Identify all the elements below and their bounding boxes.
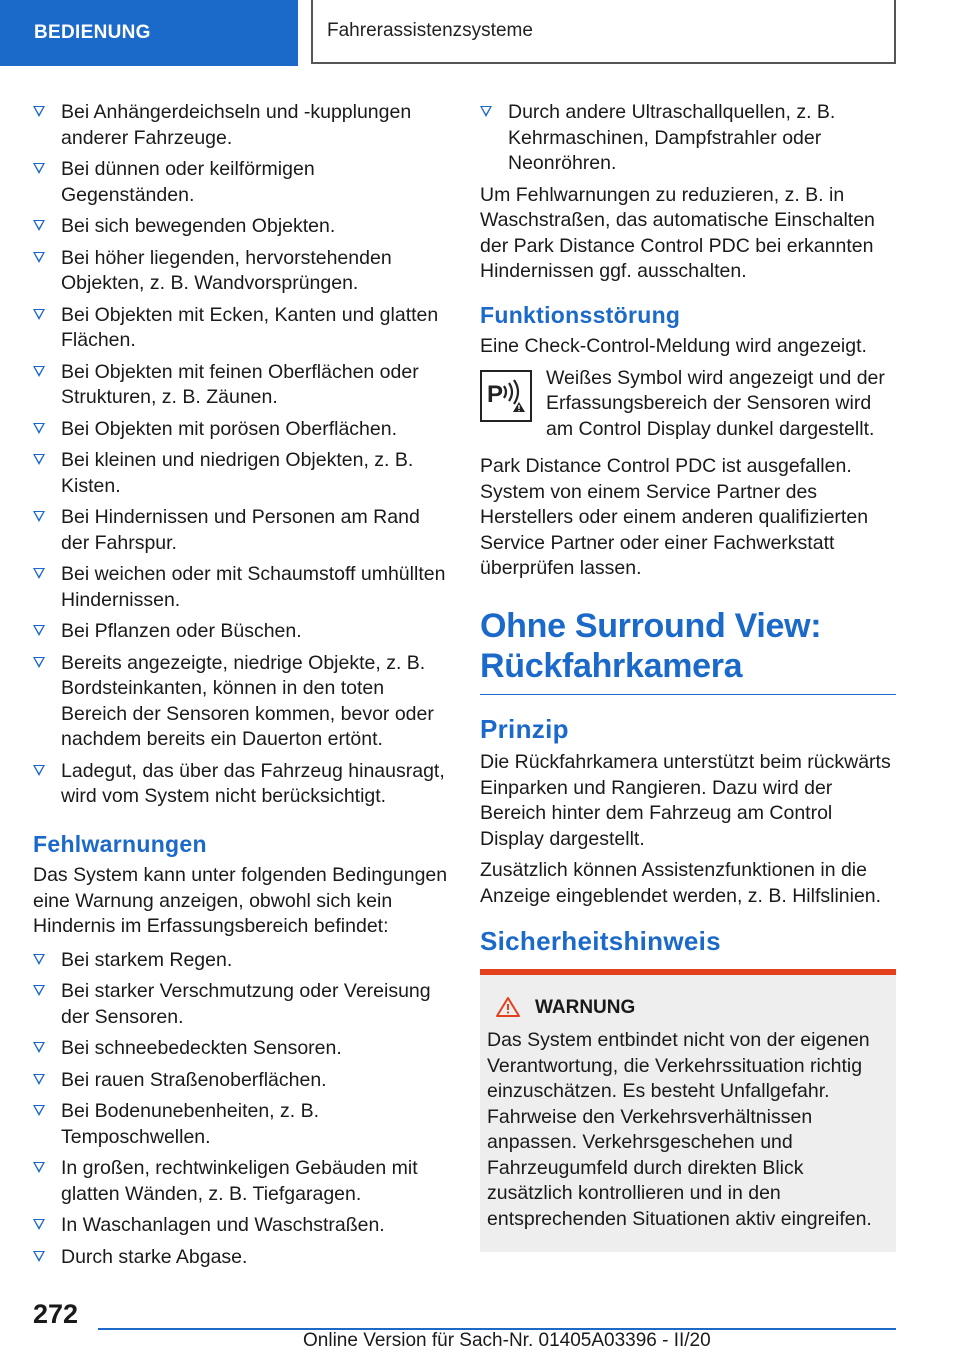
header-title-box bbox=[311, 0, 896, 64]
triangle-bullet-icon bbox=[33, 568, 45, 579]
header-title: Fahrerassistenzsysteme bbox=[327, 20, 533, 41]
list-item: Bei schneebedeckten Sensoren. bbox=[33, 1036, 449, 1062]
triangle-bullet-icon bbox=[33, 1105, 45, 1116]
list-item: Bei sich bewegenden Objekten. bbox=[33, 214, 449, 240]
list-item: Bei Hindernissen und Personen am Rand der Fahrspur. bbox=[33, 505, 449, 556]
warning-inner bbox=[480, 975, 896, 1253]
list-item: In großen, rechtwinkeligen Gebäuden mit glatten Wänden, z. B. Tiefgaragen. bbox=[33, 1156, 449, 1207]
list-item: In Waschanlagen und Waschstraßen. bbox=[33, 1213, 449, 1239]
list-item: Bereits angezeigte, niedrige Objekte, z. B. Bordsteinkanten, können in den toten Bereich der Sensoren kommen, bevor oder nachdem bereits ein Dauerton ertönt. bbox=[33, 651, 449, 753]
heading-fehlwarnungen: Fehlwarnungen bbox=[33, 830, 207, 857]
paragraph-check-control: Eine Check-Control-Meldung wird angezeigt. bbox=[480, 335, 867, 357]
list-item: Bei kleinen und niedrigen Objekten, z. B. Kisten. bbox=[33, 448, 449, 499]
list-item: Bei Bodenunebenheiten, z. B. Temposchwellen. bbox=[33, 1099, 449, 1150]
heading-prinzip: Prinzip bbox=[480, 713, 569, 744]
triangle-bullet-icon bbox=[33, 220, 45, 231]
warning-header bbox=[487, 995, 888, 1021]
list-item: Bei Objekten mit feinen Oberflächen oder Strukturen, z. B. Zäunen. bbox=[33, 360, 449, 411]
list-item: Ladegut, das über das Fahrzeug hinausragt, wird vom System nicht berücksichtigt. bbox=[33, 759, 449, 810]
bullet-list-continued bbox=[480, 100, 896, 177]
list-item: Bei rauen Straßenoberflächen. bbox=[33, 1068, 449, 1094]
triangle-bullet-icon bbox=[33, 423, 45, 434]
right-column bbox=[480, 100, 896, 1252]
triangle-bullet-icon bbox=[33, 1251, 45, 1262]
list-item: Bei Pflanzen oder Büschen. bbox=[33, 619, 449, 645]
list-item: Bei Objekten mit porösen Oberflächen. bbox=[33, 417, 449, 443]
pdc-parking-sensor-icon bbox=[480, 370, 532, 422]
warning-label: WARNUNG bbox=[535, 996, 636, 1018]
warning-box bbox=[480, 969, 896, 1253]
triangle-bullet-icon bbox=[33, 309, 45, 320]
paragraph-reduce-warnings: Um Fehlwarnungen zu reduzieren, z. B. in Waschstraßen, das automatische Einschalten der Park Distance Control PDC bei erkannten Hindernissen ggf. ausschalten. bbox=[480, 183, 875, 282]
warning-triangle-icon bbox=[495, 996, 521, 1018]
heading-sicherheitshinweis: Sicherheitshinweis bbox=[480, 926, 721, 956]
header-section-tab bbox=[0, 0, 298, 66]
paragraph-prinzip-1: Die Rückfahrkamera unterstützt beim rückwärts Einparken und Rangieren. Dazu wird der Bereich hinter dem Fahrzeug am Control Display dargestellt. bbox=[480, 751, 891, 850]
triangle-bullet-icon bbox=[33, 985, 45, 996]
paragraph-pdc-failure: Park Distance Control PDC ist ausgefallen. System von einem Service Partner des Herstellers oder einem anderen qualifizierten Service Partner oder einer Fachwerkstatt überprüfen lassen. bbox=[480, 455, 869, 579]
left-column bbox=[33, 100, 449, 1276]
list-item: Bei starkem Regen. bbox=[33, 948, 449, 974]
symbol-row bbox=[480, 366, 896, 443]
symbol-description: Weißes Symbol wird angezeigt und der Erfassungsbereich der Sensoren wird am Control Display dunkel dargestellt. bbox=[546, 366, 885, 440]
triangle-bullet-icon bbox=[33, 625, 45, 636]
chapter-title: Ohne Surround View: Rückfahrkamera bbox=[480, 606, 896, 695]
list-item: Durch starke Abgase. bbox=[33, 1245, 449, 1271]
triangle-bullet-icon bbox=[33, 163, 45, 174]
svg-text:P: P bbox=[487, 380, 504, 408]
bullet-list-false-warnings bbox=[33, 948, 449, 1271]
warning-text: Das System entbindet nicht von der eigenen Verantwortung, die Verkehrssituation richtig einzuschätzen. Es besteht Unfallgefahr. Fahrweise den Verkehrsverhältnissen anpassen. Verkehrsgeschehen und Fahrzeugumfeld durch direkten Blick zusätzlich kontrollieren und in den entsprechenden Situationen aktiv eingreifen. bbox=[487, 1029, 872, 1230]
list-item: Bei starker Verschmutzung oder Vereisung der Sensoren. bbox=[33, 979, 449, 1030]
paragraph-fehlwarnungen: Das System kann unter folgenden Bedingungen eine Warnung anzeigen, obwohl sich kein Hindernis im Erfassungsbereich befindet: bbox=[33, 864, 448, 937]
triangle-bullet-icon bbox=[33, 765, 45, 776]
triangle-bullet-icon bbox=[33, 1042, 45, 1053]
list-item: Bei Objekten mit Ecken, Kanten und glatten Flächen. bbox=[33, 303, 449, 354]
triangle-bullet-icon bbox=[33, 511, 45, 522]
header-section-label: BEDIENUNG bbox=[34, 22, 151, 43]
footer-text: Online Version für Sach-Nr. 01405A03396 - II/20 bbox=[303, 1330, 711, 1351]
triangle-bullet-icon bbox=[33, 1074, 45, 1085]
list-item: Bei Anhängerdeichseln und -kupplungen anderer Fahrzeuge. bbox=[33, 100, 449, 151]
triangle-bullet-icon bbox=[33, 1162, 45, 1173]
list-item: Bei weichen oder mit Schaumstoff umhüllten Hindernissen. bbox=[33, 562, 449, 613]
page-number: 272 bbox=[33, 1299, 79, 1329]
triangle-bullet-icon bbox=[33, 657, 45, 668]
triangle-bullet-icon bbox=[33, 1219, 45, 1230]
bullet-list-limits bbox=[33, 100, 449, 810]
triangle-bullet-icon bbox=[33, 366, 45, 377]
triangle-bullet-icon bbox=[33, 106, 45, 117]
list-item: Durch andere Ultraschallquellen, z. B. Kehrmaschinen, Dampfstrahler oder Neonröhren. bbox=[480, 100, 896, 177]
paragraph-prinzip-2: Zusätzlich können Assistenzfunktionen in die Anzeige eingeblendet werden, z. B. Hilfslinien. bbox=[480, 859, 882, 907]
heading-funktionsstoerung: Funktionsstörung bbox=[480, 301, 681, 328]
list-item: Bei dünnen oder keilförmigen Gegenständen. bbox=[33, 157, 449, 208]
triangle-bullet-icon bbox=[480, 106, 492, 117]
triangle-bullet-icon bbox=[33, 954, 45, 965]
list-item: Bei höher liegenden, hervorstehenden Objekten, z. B. Wandvorsprüngen. bbox=[33, 246, 449, 297]
triangle-bullet-icon bbox=[33, 252, 45, 263]
triangle-bullet-icon bbox=[33, 454, 45, 465]
pdc-parking-sensor-icon-svg bbox=[482, 372, 530, 420]
